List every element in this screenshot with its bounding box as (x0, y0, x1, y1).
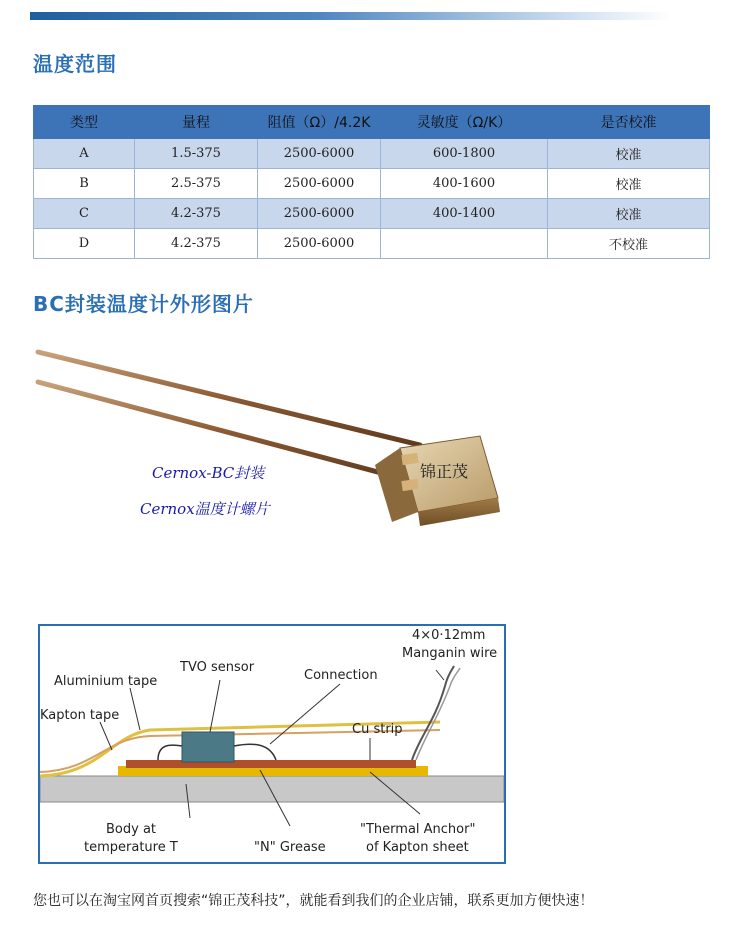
label-anchor-line1: "Thermal Anchor" (360, 822, 476, 837)
cu-strip (126, 760, 416, 768)
table-row (34, 139, 710, 169)
table-cell: 2500-6000 (258, 229, 381, 259)
header-sensitivity: 灵敏度（Ω/K） (381, 106, 548, 139)
sensor-chip (375, 436, 500, 526)
label-cu-strip: Cu strip (352, 722, 403, 737)
label-grease: "N" Grease (254, 840, 326, 855)
header-resistance: 阻值（Ω）/4.2K (258, 106, 381, 139)
chip-label: 锦正茂 (420, 462, 469, 481)
section-title-temperature-range: 温度范围 (33, 52, 117, 76)
table-cell: 4.2-375 (135, 229, 258, 259)
table-cell: C (34, 199, 135, 229)
body-block (40, 776, 504, 802)
table-cell: 不校准 (548, 229, 710, 259)
connection-wire-left (158, 745, 182, 760)
manganin-wire (412, 666, 454, 760)
header-type: 类型 (34, 106, 135, 139)
section-title-bc-package-photo: BC封装温度计外形图片 (33, 292, 254, 316)
table-cell: 校准 (548, 199, 710, 229)
tvo-sensor (182, 732, 234, 762)
table-row (34, 229, 710, 259)
table-cell: 2500-6000 (258, 169, 381, 199)
table-cell: 2.5-375 (135, 169, 258, 199)
table-cell: 校准 (548, 139, 710, 169)
table-cell: 4.2-375 (135, 199, 258, 229)
label-aluminium-tape: Aluminium tape (54, 674, 158, 689)
table-cell: D (34, 229, 135, 259)
table-cell: 400-1400 (381, 199, 548, 229)
connection-wire-right (234, 744, 276, 760)
label-body-line1: Body at (106, 822, 157, 837)
photo-caption-chip: Cernox温度计螺片 (140, 500, 270, 518)
table-cell: 1.5-375 (135, 139, 258, 169)
label-wire-spec: 4×0·12mm (412, 628, 486, 643)
spec-table (33, 105, 710, 259)
label-manganin-wire: Manganin wire (402, 646, 498, 661)
table-cell: 400-1600 (381, 169, 548, 199)
table-cell: 2500-6000 (258, 139, 381, 169)
footer-note: 您也可以在淘宝网首页搜索“锦正茂科技”，就能看到我们的企业店铺，联系更加方便快速！ (33, 893, 594, 909)
top-accent-bar (30, 12, 670, 20)
label-tvo-sensor: TVO sensor (180, 660, 255, 675)
label-connection: Connection (304, 668, 378, 683)
label-body-line2: temperature T (84, 840, 178, 855)
header-calibrated: 是否校准 (548, 106, 710, 139)
table-row (34, 199, 710, 229)
table-cell: A (34, 139, 135, 169)
photo-caption-package: Cernox-BC封装 (152, 464, 265, 482)
table-row (34, 169, 710, 199)
mounting-diagram (38, 624, 506, 864)
table-cell: 600-1800 (381, 139, 548, 169)
table-cell: 2500-6000 (258, 199, 381, 229)
header-range: 量程 (135, 106, 258, 139)
table-cell: B (34, 169, 135, 199)
table-cell: 校准 (548, 169, 710, 199)
table-cell (381, 229, 548, 259)
label-kapton-tape: Kapton tape (40, 708, 120, 723)
label-anchor-line2: of Kapton sheet (366, 840, 469, 855)
manganin-wire-strand (416, 668, 460, 760)
table-header-row (34, 106, 710, 139)
sensor-photo (20, 330, 720, 570)
